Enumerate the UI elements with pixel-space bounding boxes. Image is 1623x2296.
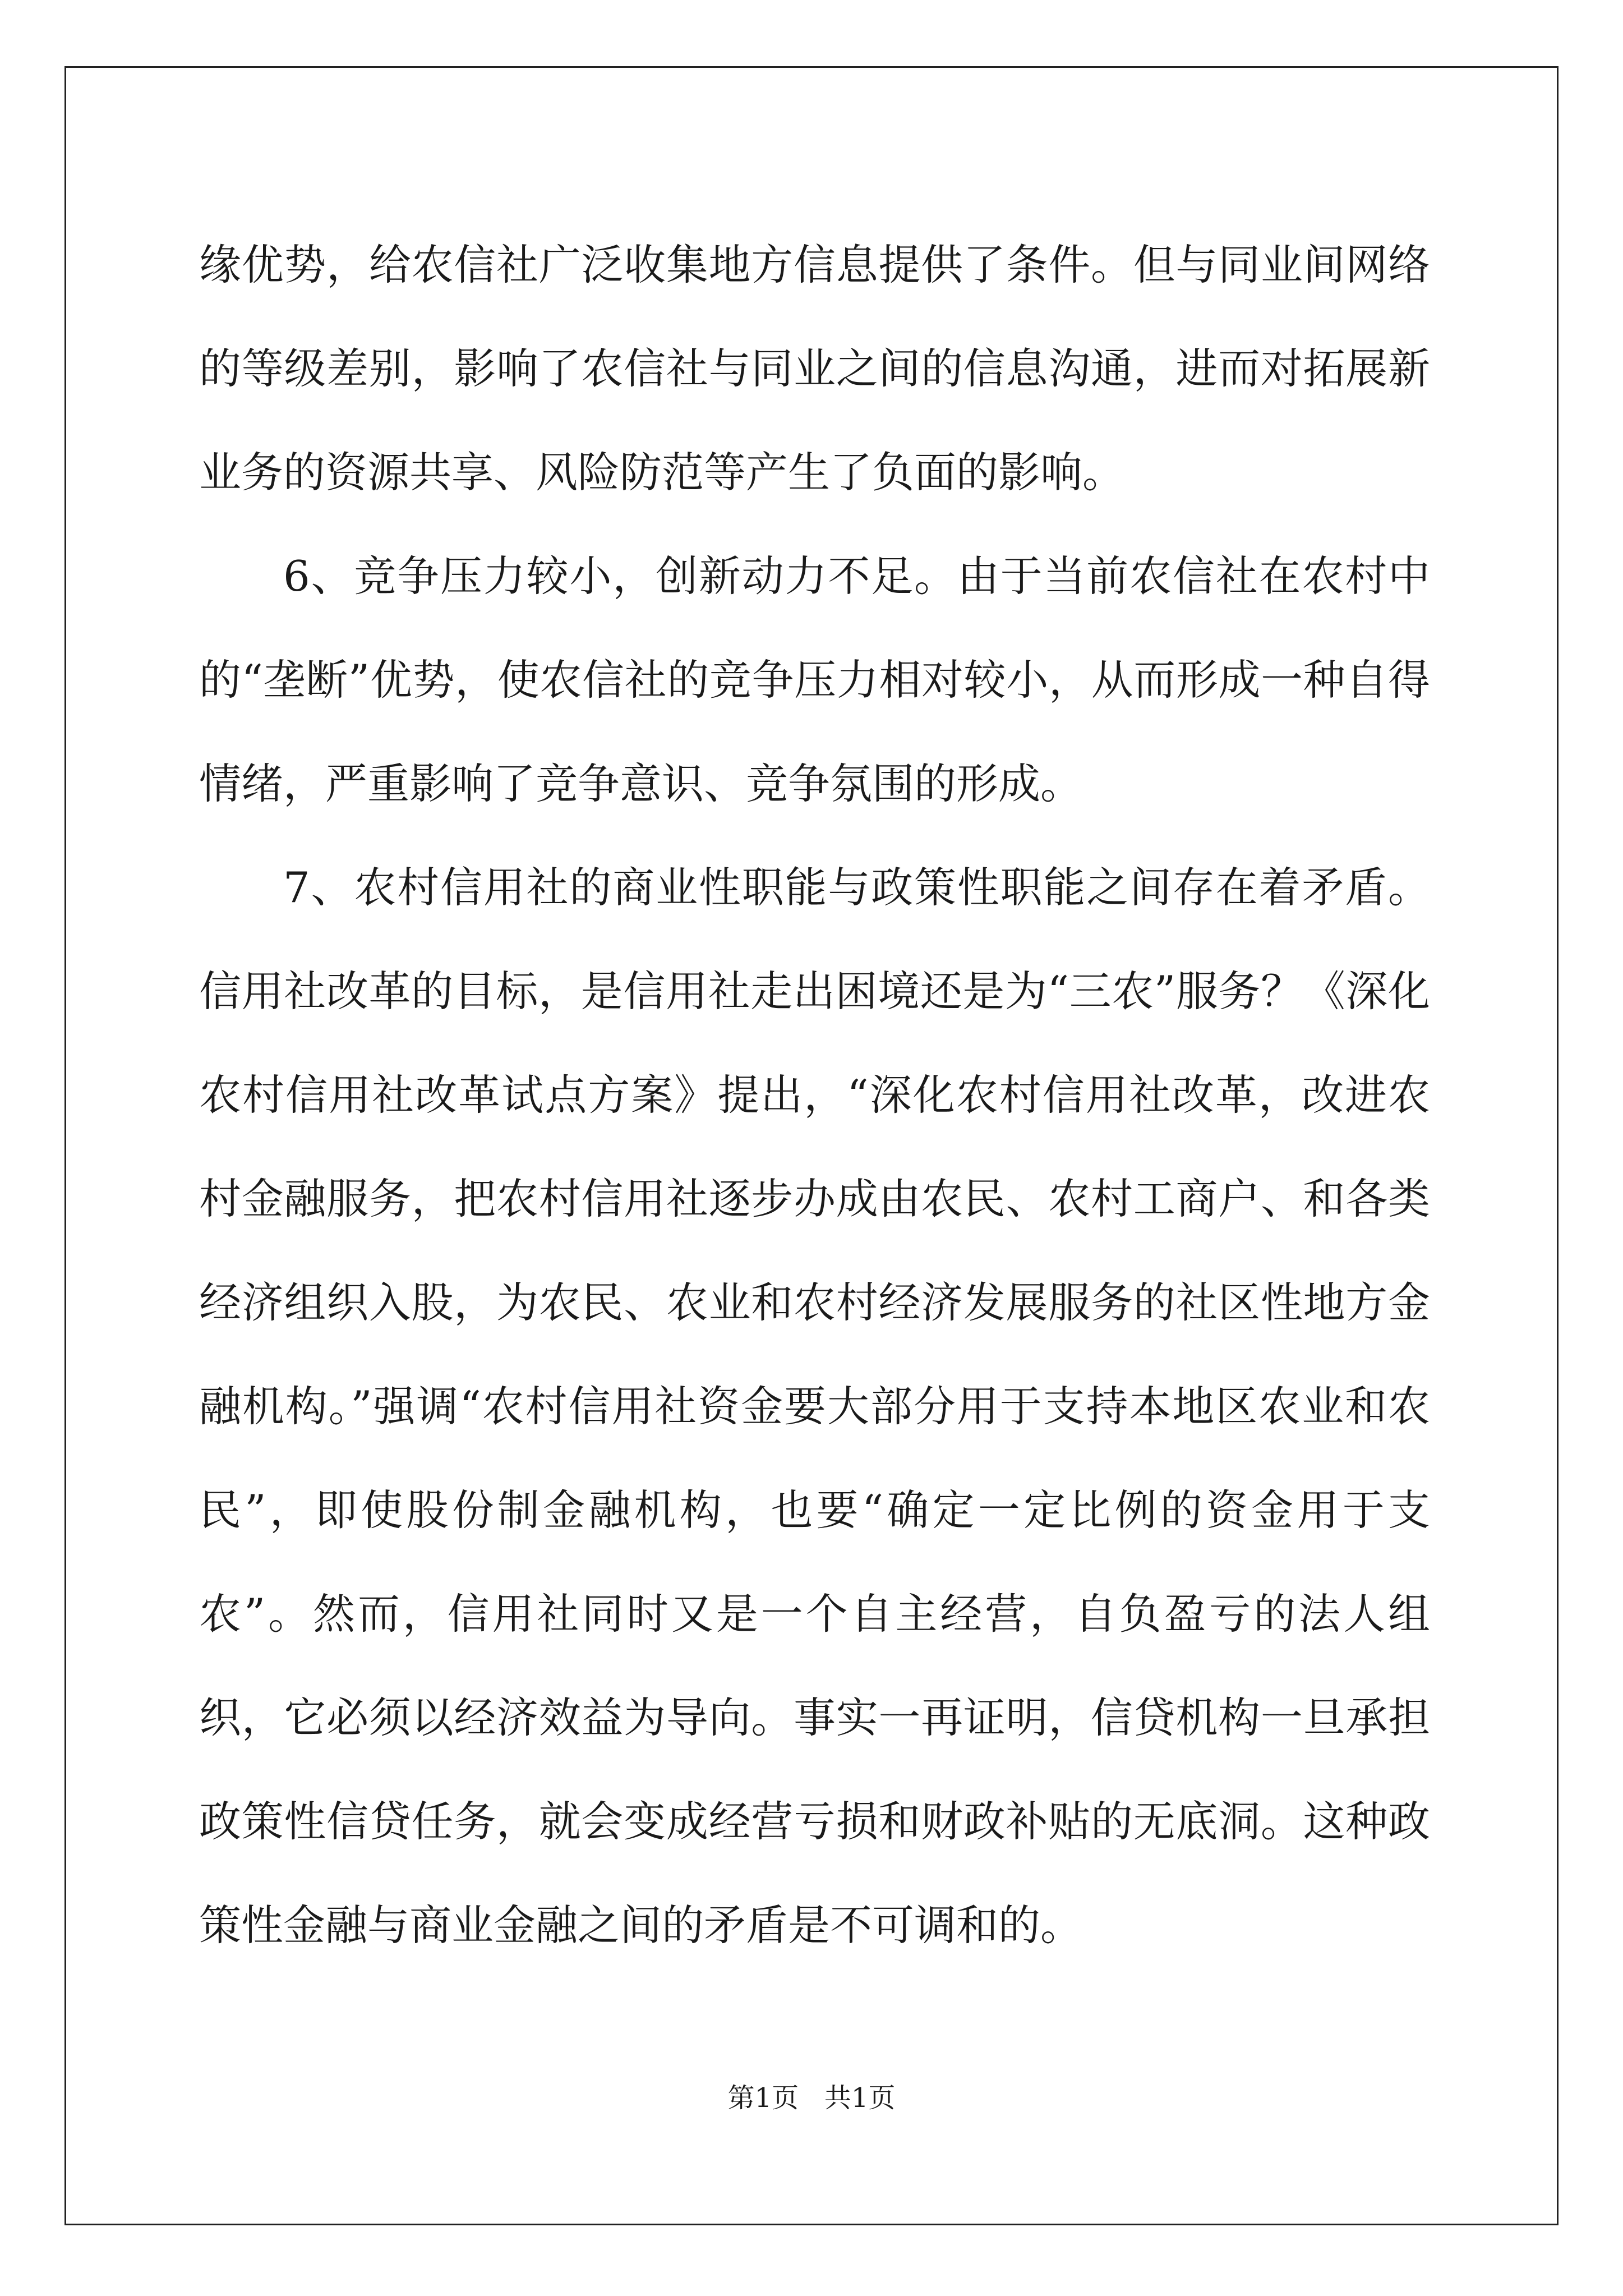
paragraph-2: 6、竞争压力较小，创新动力不足。由于当前农信社在农村中的“垄断”优势，使农信社的竞争压力相对较小，从而形成一种自得情绪，严重影响了竞争意识、竞争氛围的形成。 — [199, 551, 1430, 808]
paragraph-3: 7、农村信用社的商业性职能与政策性职能之间存在着矛盾。信用社改革的目标，是信用社走出困境还是为“三农”服务？《深化农村信用社改革试点方案》提出，“深化农村信用社改革，改进农村金融服务，把农村信用社逐步办成由农民、农村工商户、和各类经济组织入股，为农民、农业和农村经济发展服务的社区性地方金融机构。”强调“农村信用社资金要大部分用于支持本地区农业和农民”，即使股份制金融机构，也要“确定一定比例的资金用于支农”。然而，信用社同时又是一个自主经营，自负盈亏的法人组织，它必须以经济效益为导向。事实一再证明，信贷机构一旦承担政策性信贷任务，就会变成经营亏损和财政补贴的无底洞。这种政策性金融与商业金融之间的矛盾是不可调和的。 — [199, 863, 1430, 1950]
document-body — [199, 213, 1430, 1977]
paragraph-1: 缘优势，给农信社广泛收集地方信息提供了条件。但与同业间网络的等级差别，影响了农信社与同业之间的信息沟通，进而对拓展新业务的资源共享、风险防范等产生了负面的影响。 — [199, 240, 1430, 497]
page-total: 共1页 — [824, 2082, 896, 2114]
page-footer — [0, 2081, 1623, 2115]
page-number: 第1页 — [727, 2082, 799, 2114]
